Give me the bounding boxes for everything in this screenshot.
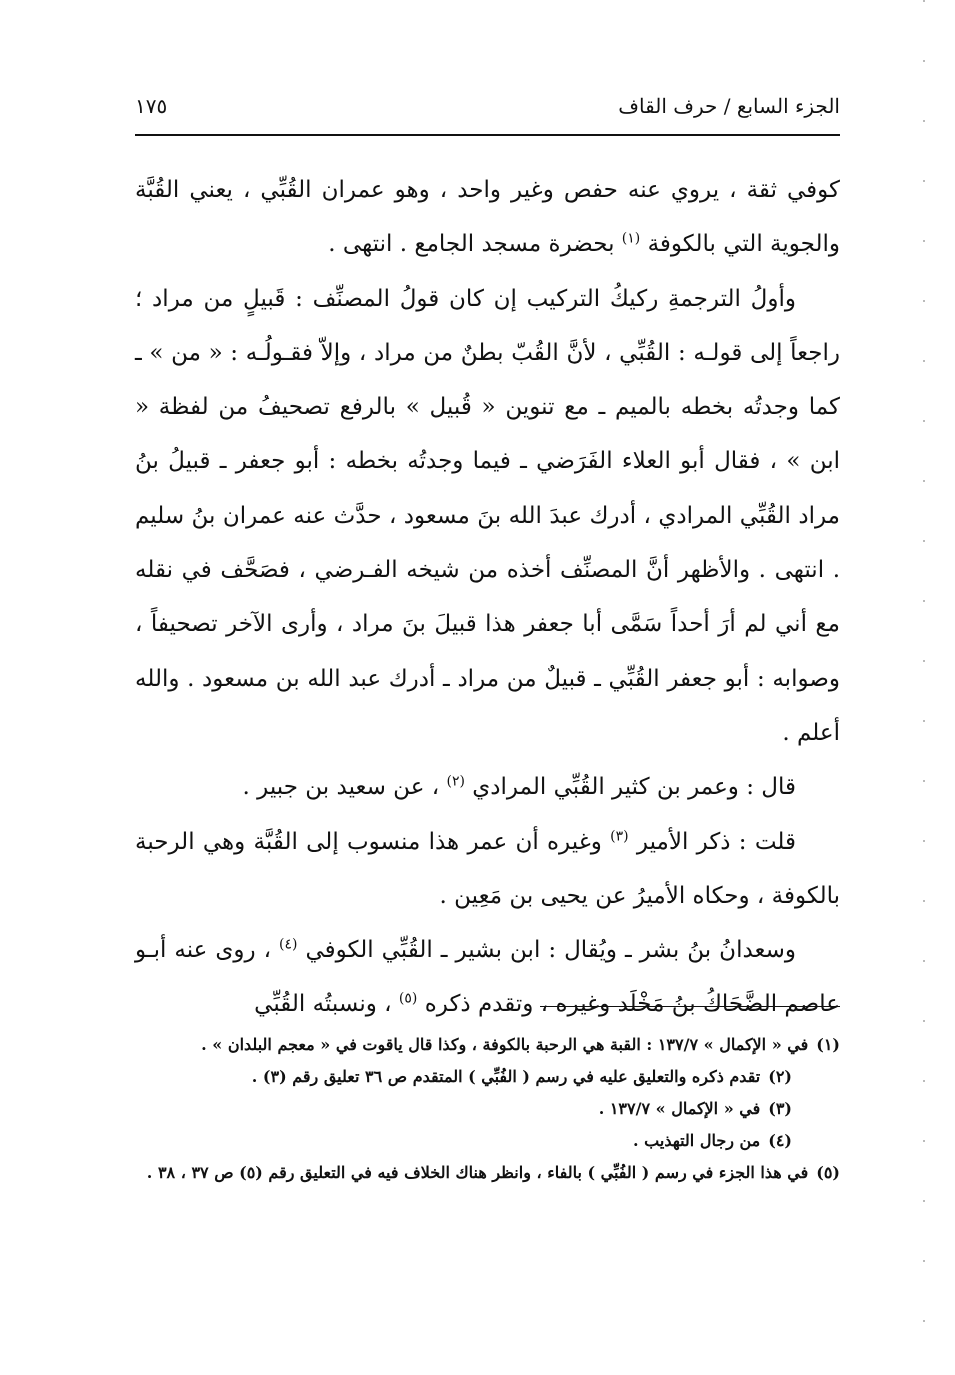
footnote-3: (٣) في « الإكمال » ١٣٧/٧ . (598, 1099, 792, 1118)
footnote-ref-1[interactable]: (١) (621, 230, 641, 247)
running-title: الجزء السابع / حرف القاف (618, 94, 840, 118)
footnote-ref-5[interactable]: (٥) (398, 990, 418, 1007)
footnote-ref-4[interactable]: (٤) (279, 936, 298, 953)
footnote-rule (540, 1006, 840, 1007)
main-text (135, 163, 840, 1032)
page-header (135, 88, 840, 124)
paragraph-1: كوفي ثقة ، يروي عنه حفص وغير واحد ، وهو عمران القُبِّي ، يعني القُبَّة والجوية التي بالكوفة $^{(١)}$ بحضرة مسجد الجامع . انتهى . (135, 177, 840, 258)
footnote-ref-3[interactable]: (٣) (610, 827, 629, 844)
footnotes (135, 1030, 840, 1190)
paragraph-5: وسعدانُ بنُ بشر ـ ويُقال : ابن بشير ـ القُبِّي الكوفي $^{(٤)}$ ، روى عنه أبـو عاصم الضَّحَاكُ بنُ مَخْلَد وغيره ، وتقدم ذكره $^{(٥)}$ ، ونسبتُه القُبِّي (135, 936, 840, 1018)
header-rule (135, 134, 840, 136)
page-number: ١٧٥ (135, 94, 168, 118)
footnote-1: (١) في « الإكمال » ١٣٧/٧ : القبة هي الرحبة بالكوفة ، وكذا قال ياقوت في « معجم البلدان » . (201, 1035, 840, 1054)
paragraph-3: قال : وعمر بن كثير القُبِّي المرادي $^{(٢)}$ ، عن سعيد بن جبير . (242, 773, 796, 801)
scan-edge-marks (923, 0, 925, 1375)
footnote-2: (٢) تقدم ذكره والتعليق عليه في رسم ( الفُبِّي ) المتقدم ص ٣٦ تعليق رقم (٣) . (251, 1067, 792, 1086)
footnote-ref-2[interactable]: (٢) (446, 773, 465, 790)
footnote-4: (٤) من رجال التهذيب . (633, 1131, 792, 1150)
paragraph-4: قلت : ذكر الأمير $^{(٣)}$ وغيره أن عمر هذا منسوب إلى القُبَّة وهي الرحبة بالكوفة ، وحكاه الأميرُ عن يحيى بن مَعِين . (135, 827, 840, 909)
footnote-5: (٥) في هذا الجزء في رسم ( الفُبِّي ) بالفاء ، وانظر هناك الخلاف فيه في التعليق رقم (٥) ص ٣٧ ، ٣٨ . (146, 1163, 840, 1182)
paragraph-2: وأولُ الترجمةِ ركيكُ التركيب إن كان قولُ المصنِّف : قَبيلٍ من مراد ؛ راجعاً إلى قولـه : القُبِّي ، لأنَّ القُبّ بطنٌ من مراد ، وإلاّ فقـولُـه : « من » ـ كما وجدتُه بخطه بالميم ـ مع تنوين « قُبيل » بالرفع تصحيفُ من لفظة « ابن » ، فقال أبو العلاء الفَرَضي ـ فيما وجدتُه بخطه : أبو جعفر ـ قبيلُ بنُ مراد القُبِّي المرادي ، أدرك عبدَ الله بنَ مسعود ، حدَّث عنه عمران بنُ سليم . انتهى . والأظهر أنَّ المصنِّف أخذه من شيخه الفـرضي ، فصَحَّف في نقله مع أني لم أرَ أحداً سَمَّى أبا جعفر هذا قبيلَ بنَ مراد ، وأرى الآخر تصحيفاً ، وصوابه : أبو جعفر القُبِّي ـ قبيلٌ من مراد ـ أدرك عبد الله بن مسعود . والله أعلم . (135, 285, 840, 746)
